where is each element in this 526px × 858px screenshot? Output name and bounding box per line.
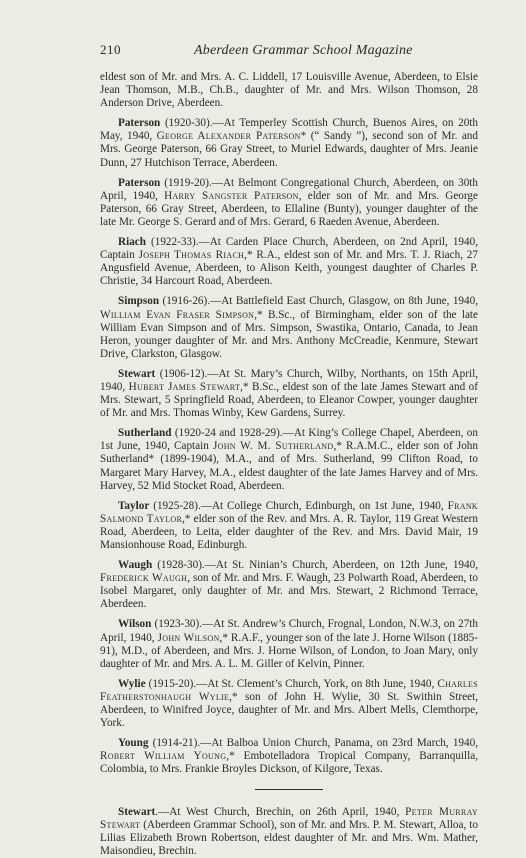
marriage-notices [100,117,478,776]
person-name: John Wilson [157,631,220,644]
surname: Stewart [118,805,156,818]
person-name: William Evan Fraser Simpson [100,308,255,321]
marriage-notice [100,427,478,492]
notice-details: ,* R.A.M.C., elder son of John Sutherland* (1899-1904), M.A., and of Mrs. Sutherland, 99 Clifton Road, to Margaret Mary Harvey, M.A., eldest daughter of the late James Harvey and of Mrs. Harvey, 52 Mid Stocket Road, Aberdeen. [100,440,478,492]
notice-text [100,618,478,670]
notice-details: (1915-20).—At St. Clement’s Church, York, on 8th June, 1940, [145,677,438,690]
notice-details: .—At West Church, Brechin, on 26th April, 1940, [155,805,406,818]
person-name: Hubert James Stewart [128,380,241,393]
surname: Wylie [118,677,146,690]
running-title: Aberdeen Grammar School Magazine [194,43,413,58]
notice-text [100,678,478,730]
notice-text [100,368,478,420]
notice-text [100,737,478,776]
person-name: Harry Sangster Paterson [164,189,299,202]
notice-details: ,* R.A., eldest son of Mr. and Mrs. T. J. Riach, 27 Angusfield Avenue, Aberdeen, to Alison Keith, youngest daughter of Charles P. Christie, 34 Harcourt Road, Aberdeen. [100,249,478,288]
person-name: Joseph Thomas Riach [138,249,245,262]
person-name: Frank Salmond Taylor [100,499,478,525]
notice-details: (1925-28).—At College Church, Edinburgh, on 1st June, 1940, [149,499,448,512]
notice-details: (1928-30).—At St. Ninian’s Church, Aberdeen, on 12th June, 1940, [152,559,478,572]
notice-details: (Aberdeen Grammar School), son of Mr. and Mrs. P. M. Stewart, Alloa, to Lilias Elizabeth Brown Robertson, eldest daughter of Mr. and Mrs. Wm. Mather, Maisondieu, Brechin. [100,818,478,857]
marriage-notice [100,500,478,552]
notice-details: (1919-20).—At Belmont Congregational Church, Aberdeen, on 30th April, 1940, [100,176,478,202]
notice-details: ,* son of John H. Wylie, 30 St. Swithin Street, Aberdeen, to Winifred Joyce, daughter of Mr. and Mrs. Albert Mells, Clemthorpe, York. [100,690,478,730]
marriage-notice [100,117,478,169]
surname: Paterson [118,117,161,130]
marriage-notice [100,295,478,360]
notice-details: , elder son of Mr. and Mrs. George Paterson, 66 Gray Street, Aberdeen, to Ellaline (Bunty), younger daughter of the late Mr. George S. Gerard and of Mrs. Gerard, 6 Raeden Avenue, Aberdeen. [100,189,478,228]
notice-text [100,427,478,492]
notice-details: ,* Embotelladora Tropical Company, Barranquilla, Colombia, to Mrs. Frankie Broyles Dickson, of Kilgore, Texas. [100,750,478,776]
notice-details: ,* R.A.F., younger son of the late J. Horne Wilson (1885-91), M.D., of Aberdeen, and Mrs. J. Horne Wilson, of London, to Joan Mary, only daughter of Mr. and Mrs. A. L. M. Giller of Kelvin, Pinner. [100,631,478,670]
notice-text [100,117,478,169]
person-name: George Alexander Paterson [156,130,301,143]
surname: Wilson [118,618,152,631]
notice-text [100,236,478,288]
marriage-notice [100,737,478,776]
marriage-notice [100,559,478,611]
marriage-notice [100,236,478,288]
person-name: John W. M. Sutherland [213,440,334,453]
notice-details: (1920-24 and 1928-29).—At King’s College Chapel, Aberdeen, on 1st June, 1940, Captain [100,427,478,453]
notice-details: , son of Mr. and Mrs. F. Waugh, 23 Polwarth Road, Aberdeen, to Isobel Margaret, only daughter of Mr. and Mrs. Stewart, 2 Richmond Terrace, Aberdeen. [100,572,478,611]
notice-text [100,559,478,611]
person-name: Frederick Waugh [100,572,188,585]
page-header [100,42,478,59]
notice-details: (1916-26).—At Battlefield East Church, Glasgow, on 8th June, 1940, [159,295,478,308]
section-divider [255,789,323,790]
marriage-notice [100,177,478,229]
notice-details: ,* B.Sc., of Birmingham, elder son of the late William Evan Simpson and of Mrs. Simpson, Swastika, Ontario, Canada, to Jean Heron, younger daughter of Mr. and Mrs. Anthony McCreadie, Kenmure, Stewart Drive, Clarkston, Glasgow. [100,308,478,360]
page-number: 210 [100,42,121,57]
surname: Taylor [118,499,150,512]
notice-text [100,806,478,858]
person-name: Robert William Young [100,750,227,763]
notice-details: (1923-30).—At St. Andrew’s Church, Frognal, London, N.W.3, on 27th April, 1940, [100,618,478,644]
marriage-notice [100,678,478,730]
surname: Sutherland [118,427,172,440]
person-name: Charles Featherstonhaugh Wylie [100,677,478,703]
surname: Simpson [118,295,160,308]
notice-details: (1914-21).—At Balboa Union Church, Panama, on 23rd March, 1940, [148,737,478,750]
notice-text [100,177,478,229]
surname: Riach [118,236,146,249]
surname: Stewart [118,367,156,380]
notice-details: (1922-33).—At Carden Place Church, Aberdeen, on 2nd April, 1940, Captain [100,236,478,262]
marriage-notice [100,368,478,420]
surname: Paterson [118,176,161,189]
notice-details: * (“ Sandy ”), second son of Mr. and Mrs. George Paterson, 66 Gray Street, to Muriel Edwards, daughter of Mrs. Jeanie Dunn, 27 Hutchison Terrace, Aberdeen. [100,130,478,169]
notice-text [100,295,478,360]
person-name: Peter Murray Stewart [100,805,478,831]
marriage-notice [100,618,478,670]
notice-details: (1920-30).—At Temperley Scottish Church, Buenos Aires, on 20th May, 1940, [100,117,478,143]
surname: Young [118,737,149,750]
notice-text [100,500,478,552]
notice-details: (1906-12).—At St. Mary’s Church, Wilby, Northants, on 15th April, 1940, [100,367,478,393]
notice-details: ,* B.Sc., eldest son of the late James Stewart and of Mrs. Stewart, 5 Springfield Road, Aberdeen, to Eleanor Cowper, younger daughter of Mr. and Mrs. Thomas Winby, Kew Gardens, Surrey. [100,380,478,420]
continued-paragraph: eldest son of Mr. and Mrs. A. C. Liddell, 17 Louisville Avenue, Aberdeen, to Elsie Jean Thomson, M.B., Ch.B., daughter of Mr. and Mrs. Wilson Thomson, 28 Anderson Drive, Aberdeen. [100,71,478,110]
notice-details: ,* elder son of the Rev. and Mrs. A. R. Taylor, 119 Great Western Road, Aberdeen, to Leita, elder daughter of the Rev. and Mrs. David Mair, 19 Mansionhouse Road, Edinburgh. [100,512,479,551]
surname: Waugh [118,559,153,572]
addendum-notice [100,806,478,858]
